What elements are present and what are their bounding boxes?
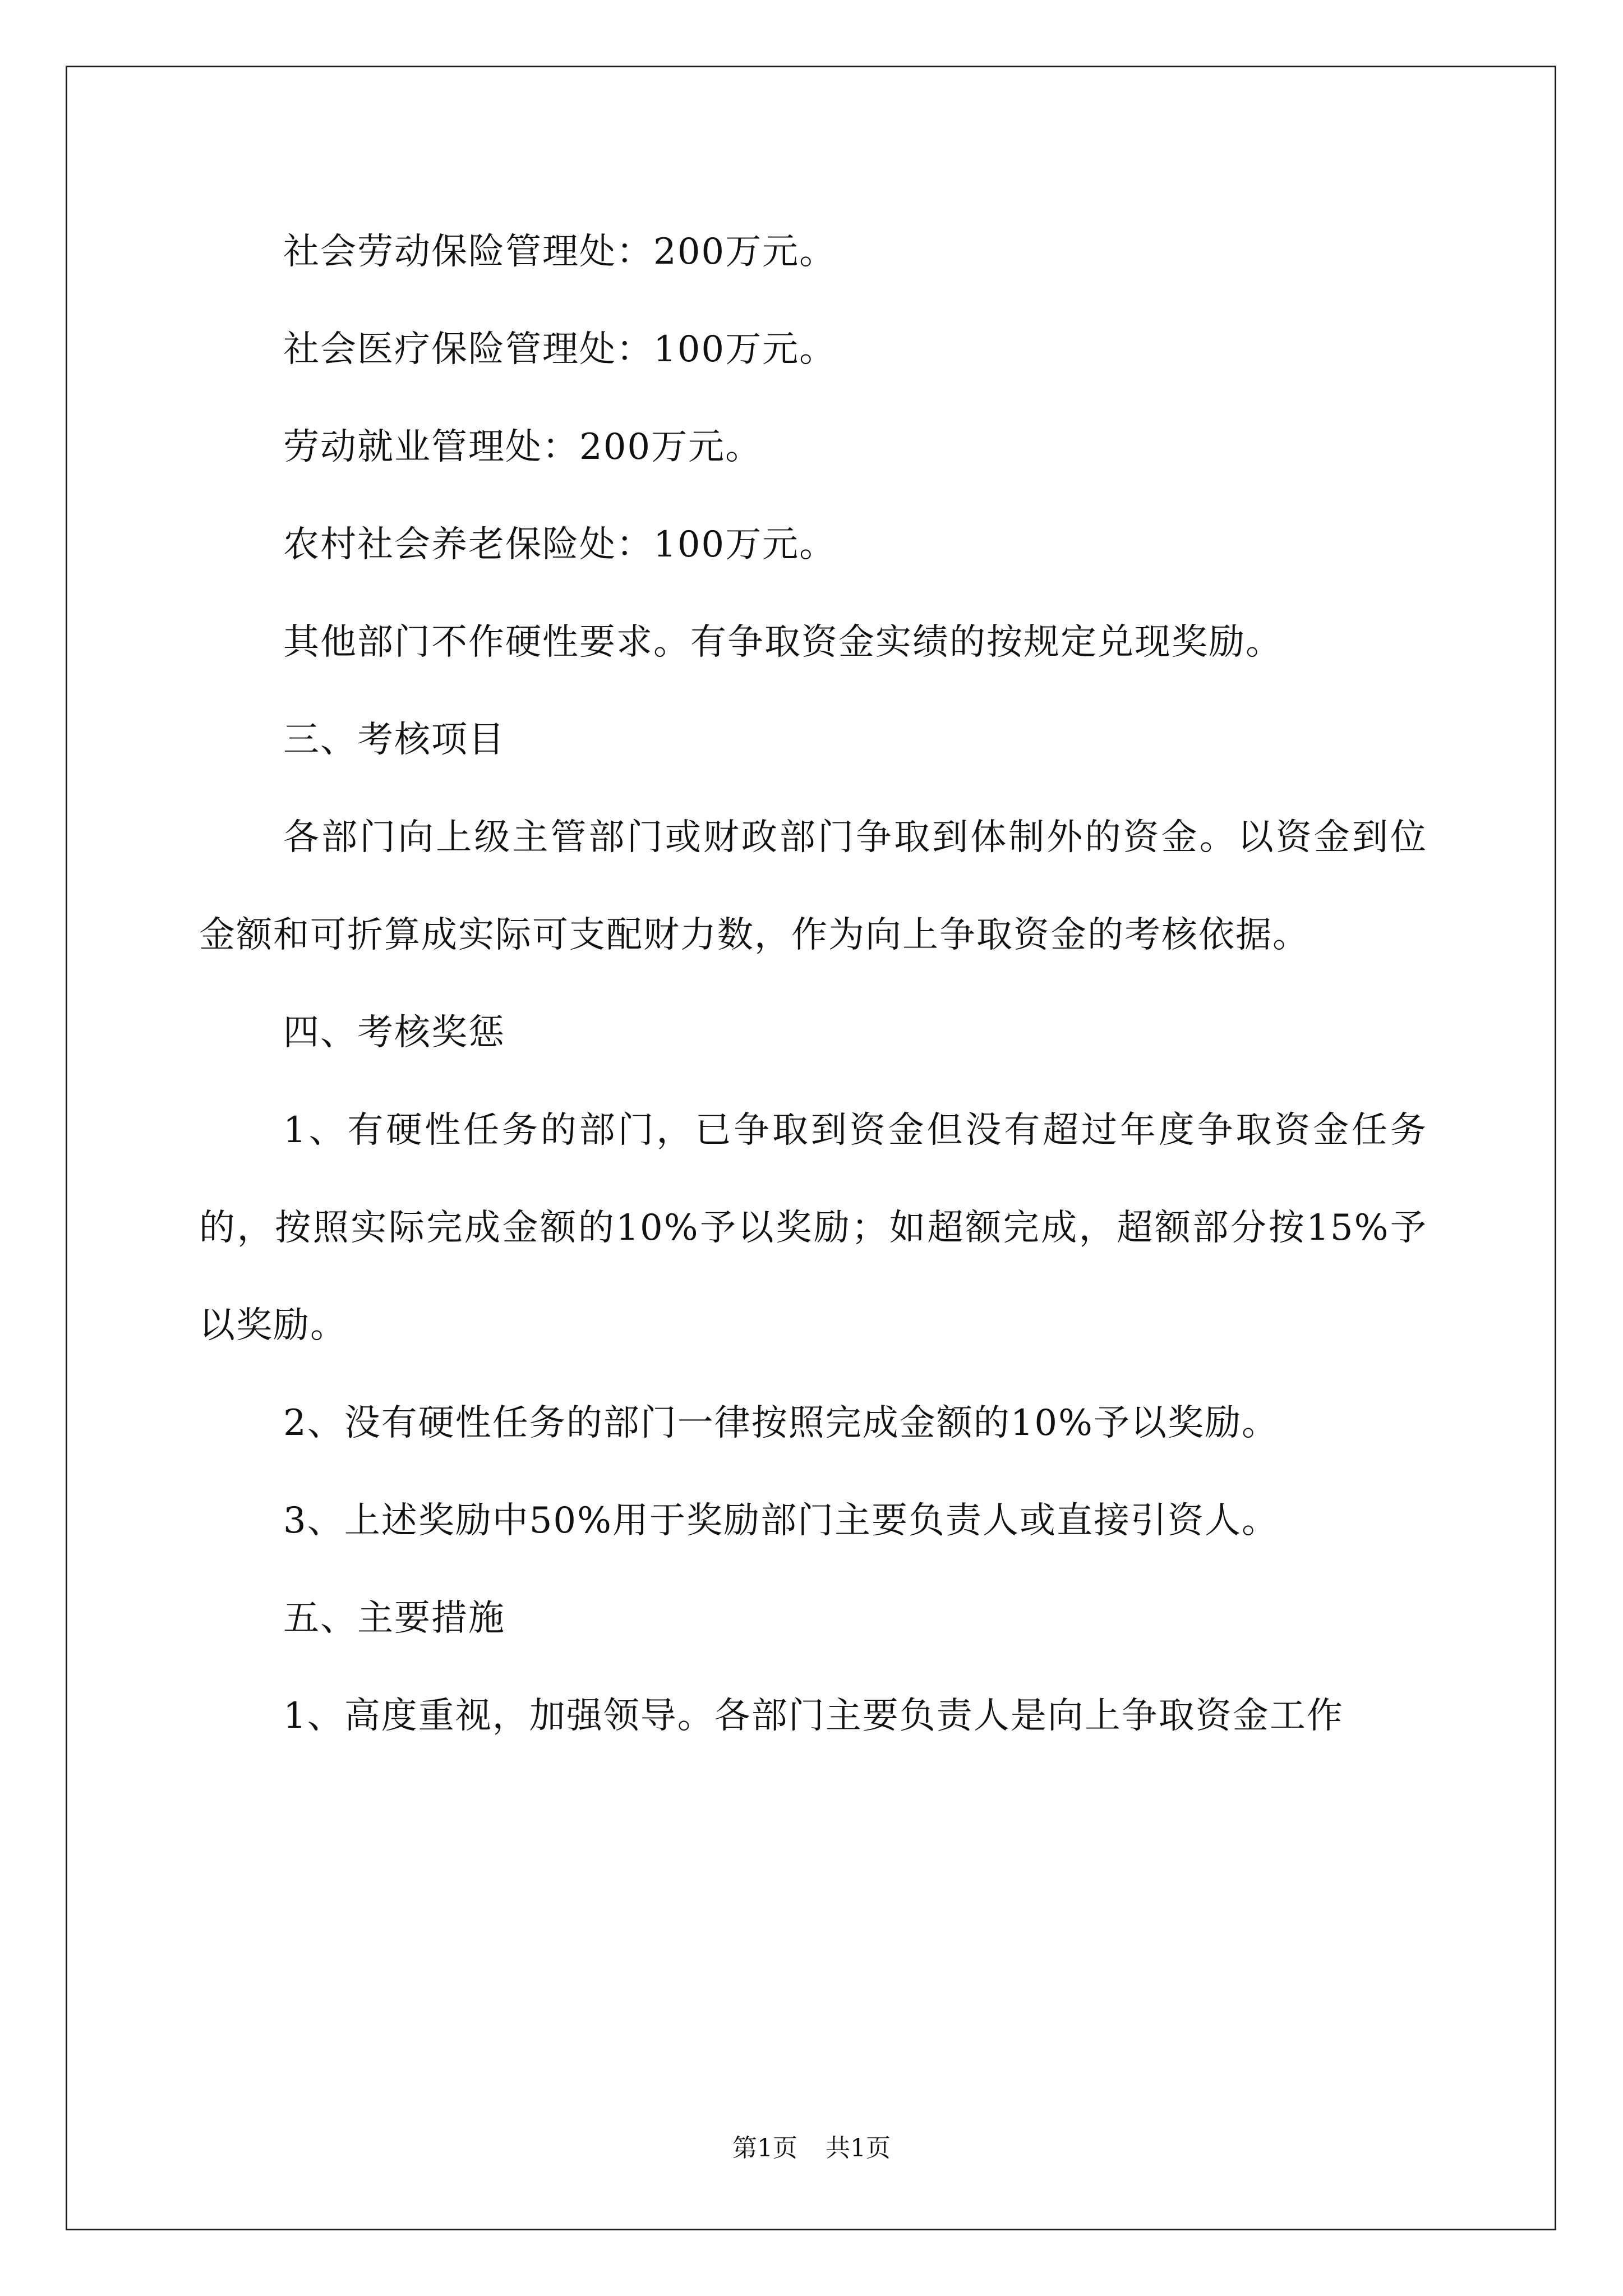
heading-main-measures: 五、主要措施 [283,1598,505,1639]
paragraph-reward-rule-2: 2、没有硬性任务的部门一律按照完成金额的10%予以奖励。 [283,1402,1279,1444]
page-number-current: 第1页 [732,2134,797,2162]
heading-rewards-penalties: 四、考核奖惩 [283,1012,505,1053]
page-number-total: 共1页 [826,2134,891,2162]
paragraph-reward-rule-1: 1、有硬性任务的部门，已争取到资金但没有超过年度争取资金任务的，按照实际完成金额的10%予以奖励；如超额完成，超额部分按15%予以奖励。 [199,1110,1427,1346]
paragraph-measure-1: 1、高度重视，加强领导。各部门主要负责人是向上争取资金工作 [283,1695,1344,1737]
paragraph-labor-insurance: 社会劳动保险管理处：200万元。 [283,231,837,273]
heading-assessment-items: 三、考核项目 [283,719,505,761]
paragraph-other-departments: 其他部门不作硬性要求。有争取资金实绩的按规定兑现奖励。 [283,622,1283,663]
paragraph-employment: 劳动就业管理处：200万元。 [283,426,763,468]
paragraph-rural-pension: 农村社会养老保险处：100万元。 [283,524,837,565]
paragraph-medical-insurance: 社会医疗保险管理处：100万元。 [283,329,837,370]
paragraph-assessment-basis: 各部门向上级主管部门或财政部门争取到体制外的资金。以资金到位金额和可折算成实际可支配财力数，作为向上争取资金的考核依据。 [199,817,1427,956]
paragraph-reward-rule-3: 3、上述奖励中50%用于奖励部门主要负责人或直接引资人。 [283,1500,1279,1542]
document-body [199,203,1427,1765]
page-footer [0,2132,1623,2165]
